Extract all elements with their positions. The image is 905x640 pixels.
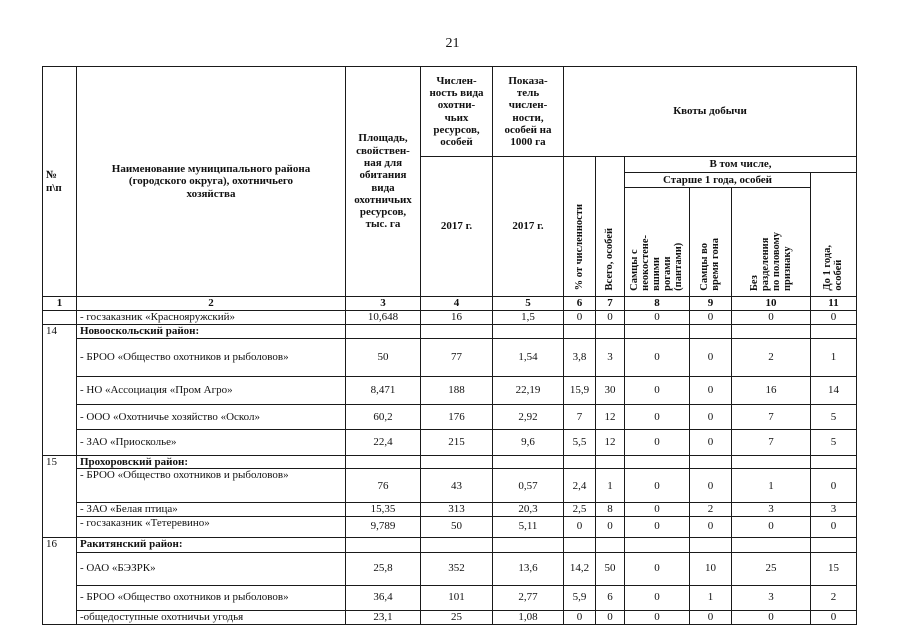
- empty-cell: [732, 537, 811, 552]
- table-row: [43, 552, 857, 585]
- cell-population: 313: [421, 503, 493, 516]
- cell-males-rut: 2: [690, 503, 732, 516]
- entity-name: - НО «Ассоциация «Пром Агро»: [77, 377, 346, 405]
- cell-total: 50: [596, 552, 625, 585]
- empty-cell: [596, 537, 625, 552]
- cell-population: 77: [421, 339, 493, 377]
- cell-males-antlers: 0: [625, 311, 690, 325]
- cell-population: 50: [421, 516, 493, 537]
- empty-cell: [811, 537, 857, 552]
- cell-no-sex: 0: [732, 516, 811, 537]
- cell-males-antlers: 0: [625, 339, 690, 377]
- cell-under-1: 5: [811, 405, 857, 430]
- cell-under-1: 1: [811, 339, 857, 377]
- cell-under-1: 0: [811, 469, 857, 503]
- cell-under-1: 2: [811, 585, 857, 610]
- cell-males-antlers: 0: [625, 430, 690, 456]
- cell-total: 0: [596, 610, 625, 624]
- cell-under-1: 15: [811, 552, 857, 585]
- table-row: [43, 311, 857, 325]
- cell-area: 50: [346, 339, 421, 377]
- col-index: 8: [625, 297, 690, 311]
- cell-density: 1,54: [493, 339, 564, 377]
- cell-population: 25: [421, 610, 493, 624]
- cell-males-antlers: 0: [625, 585, 690, 610]
- empty-cell: [421, 325, 493, 339]
- col-index: 2: [77, 297, 346, 311]
- cell-population: 176: [421, 405, 493, 430]
- empty-cell: [811, 325, 857, 339]
- col-index: 3: [346, 297, 421, 311]
- cell-no-sex: 16: [732, 377, 811, 405]
- cell-males-rut: 0: [690, 469, 732, 503]
- cell-no-sex: 3: [732, 503, 811, 516]
- table-row: [43, 405, 857, 430]
- entity-name: - ЗАО «Приосколье»: [77, 430, 346, 456]
- cell-no-sex: 0: [732, 610, 811, 624]
- empty-cell: [564, 325, 596, 339]
- cell-males-rut: 0: [690, 405, 732, 430]
- table-row: [43, 469, 857, 503]
- cell-percent: 3,8: [564, 339, 596, 377]
- cell-area: 8,471: [346, 377, 421, 405]
- empty-cell: [421, 537, 493, 552]
- header-under-1: До 1 года, особей: [811, 173, 857, 297]
- cell-no-sex: 3: [732, 585, 811, 610]
- cell-density: 1,5: [493, 311, 564, 325]
- header-males-antlers: Самцы с неокостене- вшими рогами (пантами): [625, 188, 690, 297]
- cell-total: 0: [596, 311, 625, 325]
- cell-no-sex: 7: [732, 405, 811, 430]
- header-year-density: 2017 г.: [493, 157, 564, 297]
- row-number: 15: [43, 456, 77, 538]
- district-name: Новооскольский район:: [77, 325, 346, 339]
- cell-percent: 0: [564, 516, 596, 537]
- cell-area: 76: [346, 469, 421, 503]
- district-row: [43, 456, 857, 469]
- table-row: [43, 503, 857, 516]
- col-index: 11: [811, 297, 857, 311]
- empty-cell: [690, 537, 732, 552]
- header-males-rut: Самцы во время гона: [690, 188, 732, 297]
- cell-percent: 0: [564, 610, 596, 624]
- cell-males-antlers: 0: [625, 469, 690, 503]
- col-index: 9: [690, 297, 732, 311]
- cell-under-1: 5: [811, 430, 857, 456]
- empty-cell: [596, 325, 625, 339]
- cell-under-1: 0: [811, 516, 857, 537]
- header-including: В том числе,: [625, 157, 857, 173]
- cell-males-rut: 0: [690, 430, 732, 456]
- cell-total: 30: [596, 377, 625, 405]
- cell-no-sex: 7: [732, 430, 811, 456]
- cell-males-antlers: 0: [625, 377, 690, 405]
- empty-cell: [596, 456, 625, 469]
- cell-percent: 7: [564, 405, 596, 430]
- cell-percent: 5,9: [564, 585, 596, 610]
- cell-population: 352: [421, 552, 493, 585]
- cell-area: 22,4: [346, 430, 421, 456]
- cell-density: 2,77: [493, 585, 564, 610]
- empty-cell: [493, 456, 564, 469]
- page-number: 21: [445, 36, 460, 51]
- cell-area: 60,2: [346, 405, 421, 430]
- cell-under-1: 0: [811, 610, 857, 624]
- entity-name: - БРОО «Общество охотников и рыболовов»: [77, 339, 346, 377]
- cell-population: 43: [421, 469, 493, 503]
- district-row: [43, 325, 857, 339]
- col-index: 4: [421, 297, 493, 311]
- header-no-sex: Без разделения по половому признаку: [732, 188, 811, 297]
- empty-cell: [625, 325, 690, 339]
- empty-cell: [346, 325, 421, 339]
- row-number: 14: [43, 325, 77, 456]
- column-index-row: [43, 297, 857, 311]
- cell-no-sex: 25: [732, 552, 811, 585]
- empty-cell: [346, 537, 421, 552]
- hunting-quota-table: [42, 66, 857, 625]
- cell-population: 101: [421, 585, 493, 610]
- cell-density: 0,57: [493, 469, 564, 503]
- cell-males-rut: 0: [690, 610, 732, 624]
- header-name: Наименование муниципального района (городского округа), охотничьего хозяйства: [77, 67, 346, 297]
- cell-males-antlers: 0: [625, 405, 690, 430]
- table-row: [43, 377, 857, 405]
- cell-males-rut: 0: [690, 339, 732, 377]
- header-row-1: [43, 67, 857, 157]
- cell-total: 6: [596, 585, 625, 610]
- district-name: Прохоровский район:: [77, 456, 346, 469]
- cell-density: 9,6: [493, 430, 564, 456]
- cell-percent: 15,9: [564, 377, 596, 405]
- header-num: № п\п: [43, 67, 77, 297]
- cell-total: 12: [596, 405, 625, 430]
- cell-males-antlers: 0: [625, 552, 690, 585]
- header-quotas: Квоты добычи: [564, 67, 857, 157]
- entity-name: - ОАО «БЭЗРК»: [77, 552, 346, 585]
- district-row: [43, 537, 857, 552]
- entity-name: - госзаказник «Тетеревино»: [77, 516, 346, 537]
- row-number: 16: [43, 537, 77, 624]
- empty-cell: [625, 537, 690, 552]
- cell-under-1: 0: [811, 311, 857, 325]
- entity-name: - БРОО «Общество охотников и рыболовов»: [77, 469, 346, 503]
- cell-total: 12: [596, 430, 625, 456]
- cell-density: 5,11: [493, 516, 564, 537]
- table-row: [43, 585, 857, 610]
- header-density: Показа- тель числен- ности, особей на 1000 га: [493, 67, 564, 157]
- entity-name: - ООО «Охотничье хозяйство «Оскол»: [77, 405, 346, 430]
- cell-no-sex: 0: [732, 311, 811, 325]
- empty-cell: [346, 456, 421, 469]
- cell-no-sex: 1: [732, 469, 811, 503]
- cell-no-sex: 2: [732, 339, 811, 377]
- col-index: 5: [493, 297, 564, 311]
- header-population: Числен- ность вида охотни- чьих ресурсов, особей: [421, 67, 493, 157]
- cell-area: 36,4: [346, 585, 421, 610]
- cell-area: 23,1: [346, 610, 421, 624]
- cell-males-antlers: 0: [625, 516, 690, 537]
- table-row: [43, 610, 857, 624]
- entity-name: - госзаказник «Краснояружский»: [77, 311, 346, 325]
- cell-area: 15,35: [346, 503, 421, 516]
- header-area: Площадь, свойствен- ная для обитания вида охотничьих ресурсов, тыс. га: [346, 67, 421, 297]
- empty-cell: [493, 537, 564, 552]
- cell-density: 13,6: [493, 552, 564, 585]
- cell-population: 215: [421, 430, 493, 456]
- cell-population: 188: [421, 377, 493, 405]
- header-year-population: 2017 г.: [421, 157, 493, 297]
- empty-cell: [421, 456, 493, 469]
- empty-cell: [690, 325, 732, 339]
- table-row: [43, 339, 857, 377]
- entity-name: - БРОО «Общество охотников и рыболовов»: [77, 585, 346, 610]
- entity-name: -общедоступные охотничьи угодья: [77, 610, 346, 624]
- empty-cell: [690, 456, 732, 469]
- cell-area: 10,648: [346, 311, 421, 325]
- header-percent: % от численности: [564, 157, 596, 297]
- cell-total: 3: [596, 339, 625, 377]
- empty-cell: [493, 325, 564, 339]
- cell-males-rut: 0: [690, 377, 732, 405]
- empty-cell: [811, 456, 857, 469]
- cell-population: 16: [421, 311, 493, 325]
- cell-males-rut: 10: [690, 552, 732, 585]
- cell-density: 2,92: [493, 405, 564, 430]
- cell-under-1: 14: [811, 377, 857, 405]
- cell-percent: 14,2: [564, 552, 596, 585]
- cell-percent: 0: [564, 311, 596, 325]
- district-name: Ракитянский район:: [77, 537, 346, 552]
- empty-cell: [732, 325, 811, 339]
- empty-cell: [732, 456, 811, 469]
- empty-cell: [564, 456, 596, 469]
- cell-males-rut: 0: [690, 516, 732, 537]
- cell-area: 9,789: [346, 516, 421, 537]
- empty-cell: [564, 537, 596, 552]
- cell-under-1: 3: [811, 503, 857, 516]
- header-total: Всего, особей: [596, 157, 625, 297]
- cell-density: 22,19: [493, 377, 564, 405]
- cell-percent: 2,4: [564, 469, 596, 503]
- cell-males-rut: 1: [690, 585, 732, 610]
- col-index: 6: [564, 297, 596, 311]
- cell-males-antlers: 0: [625, 503, 690, 516]
- empty-cell: [625, 456, 690, 469]
- cell-density: 1,08: [493, 610, 564, 624]
- row-number: [43, 311, 77, 325]
- cell-total: 8: [596, 503, 625, 516]
- cell-males-rut: 0: [690, 311, 732, 325]
- cell-area: 25,8: [346, 552, 421, 585]
- col-index: 10: [732, 297, 811, 311]
- cell-total: 0: [596, 516, 625, 537]
- header-older-than-1: Старше 1 года, особей: [625, 173, 811, 188]
- cell-total: 1: [596, 469, 625, 503]
- col-index: 7: [596, 297, 625, 311]
- cell-percent: 2,5: [564, 503, 596, 516]
- table-row: [43, 430, 857, 456]
- table-row: [43, 516, 857, 537]
- cell-percent: 5,5: [564, 430, 596, 456]
- cell-density: 20,3: [493, 503, 564, 516]
- entity-name: - ЗАО «Белая птица»: [77, 503, 346, 516]
- col-index: 1: [43, 297, 77, 311]
- cell-males-antlers: 0: [625, 610, 690, 624]
